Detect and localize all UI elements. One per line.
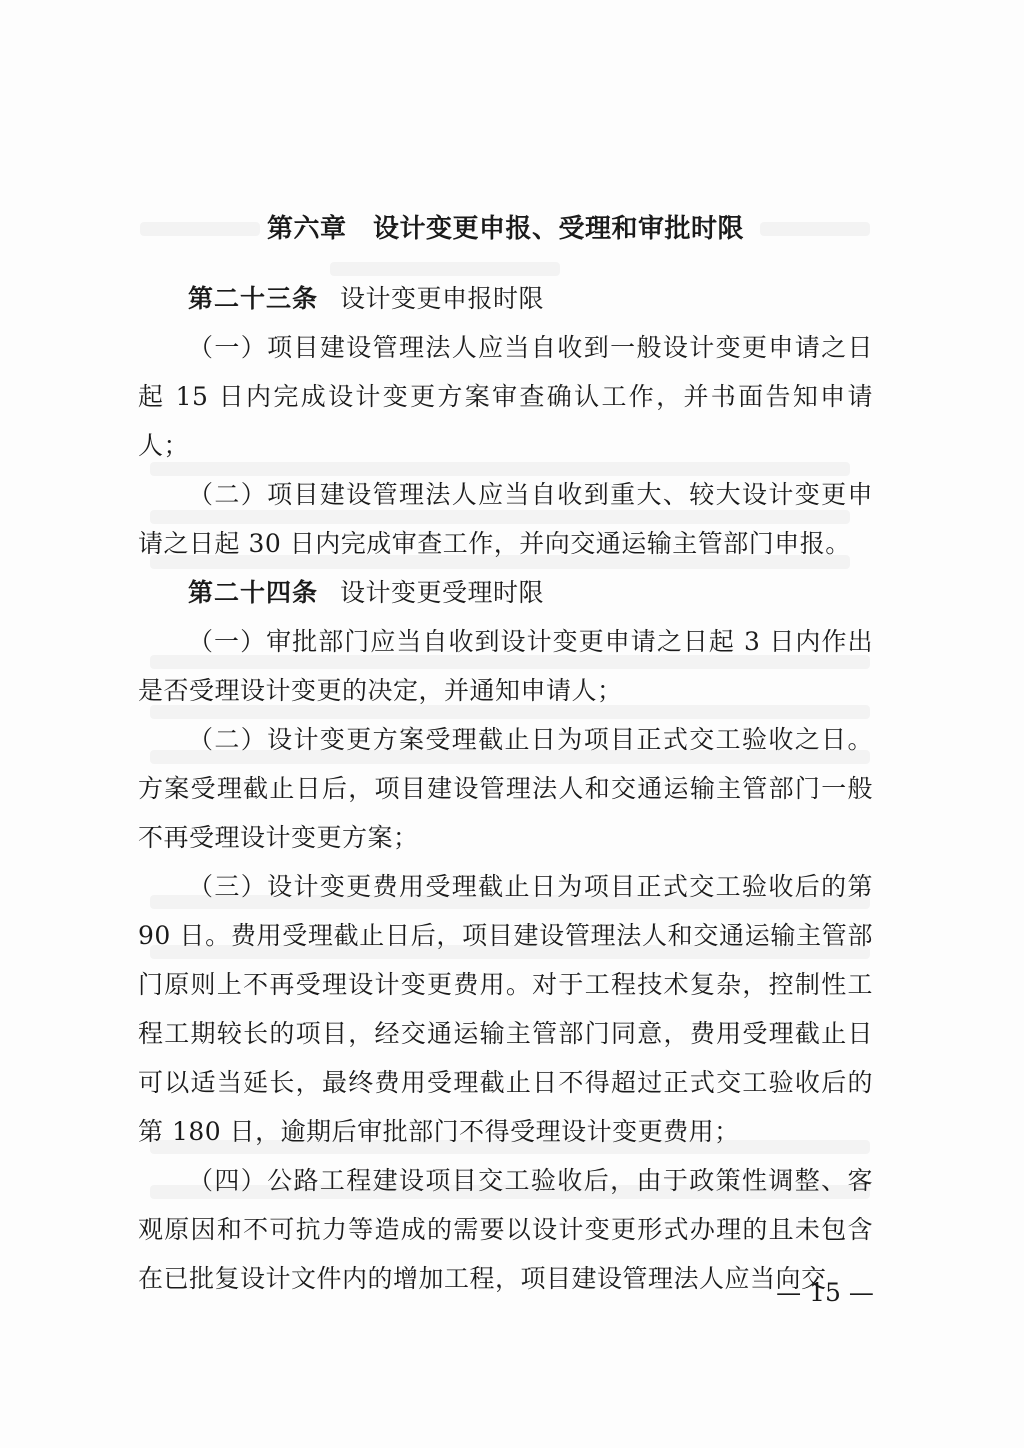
article-paragraph: （三）设计变更费用受理截止日为项目正式交工验收后的第 90 日。费用受理截止日后，项目建设管理法人和交通运输主管部门原则上不再受理设计变更费用。对于工程技术复杂，控制性工程工期较长的项目，经交通运输主管部门同意，费用受理截止日可以适当延长，最终费用受理截止日不得超过正式交工验收后的第 180 日，逾期后审批部门不得受理设计变更费用； <box>138 872 873 1146</box>
article-paragraph: （四）公路工程建设项目交工验收后，由于政策性调整、客观原因和不可抗力等造成的需要以设计变更形式办理的且未包含在已批复设计文件内的增加工程，项目建设管理法人应当向交 <box>138 1166 873 1293</box>
document-body <box>138 206 873 1303</box>
article-number: 第二十四条 <box>188 578 319 607</box>
article-paragraph: （一）项目建设管理法人应当自收到一般设计变更申请之日起 15 日内完成设计变更方案审查确认工作，并书面告知申请人； <box>138 333 873 460</box>
article-paragraph: （二）项目建设管理法人应当自收到重大、较大设计变更申请之日起 30 日内完成审查工作，并向交通运输主管部门申报。 <box>138 480 873 558</box>
article-title: 设计变更申报时限 <box>340 284 545 313</box>
article-heading <box>138 274 873 323</box>
article-paragraph: （一）审批部门应当自收到设计变更申请之日起 3 日内作出是否受理设计变更的决定，并通知申请人； <box>138 627 873 705</box>
chapter-title: 第六章 设计变更申报、受理和审批时限 <box>266 214 744 244</box>
article-heading <box>138 568 873 617</box>
page-number: — 15 — <box>776 1278 874 1307</box>
article-title: 设计变更受理时限 <box>340 578 545 607</box>
article-paragraph: （二）设计变更方案受理截止日为项目正式交工验收之日。方案受理截止日后，项目建设管理法人和交通运输主管部门一般不再受理设计变更方案； <box>138 725 873 852</box>
article-number: 第二十三条 <box>188 284 319 313</box>
